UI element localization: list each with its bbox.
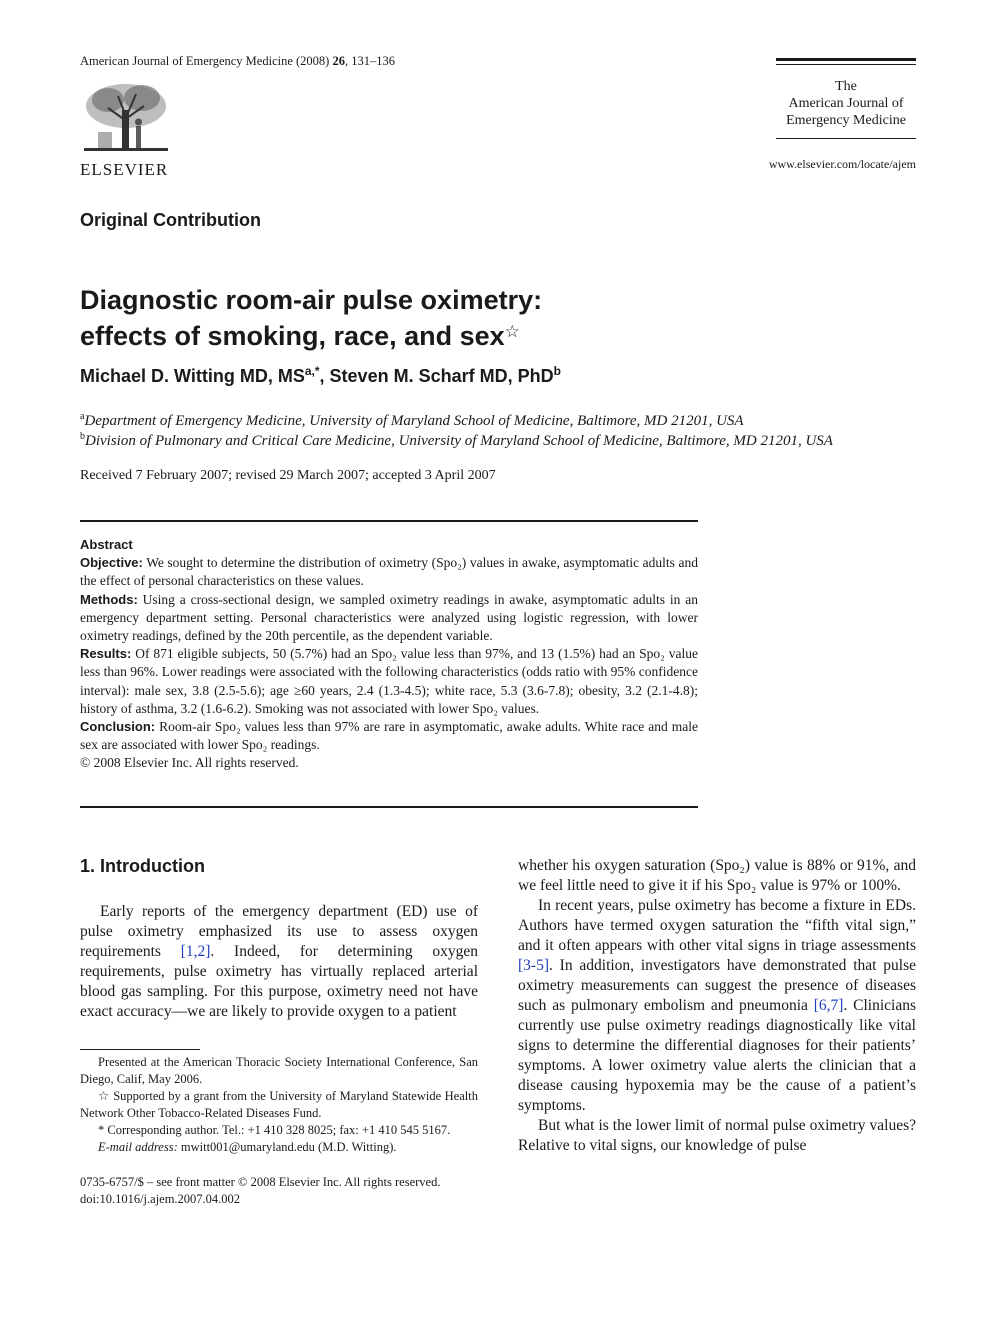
conclusion-label: Conclusion:	[80, 719, 156, 735]
author-list	[80, 364, 561, 387]
citation-link[interactable]: [1,2]	[180, 943, 211, 960]
title-line-2: effects of smoking, race, and sex☆	[80, 321, 520, 351]
results-text: Of 871 eligible subjects, 50 (5.7%) had an Spo₂ value less than 97%, and 13 (1.5%) had an Spo₂ value less than 96%. Lower readings were associated with the following characteristics (odds ratio with 95% confidence interval): male sex, 3.8 (2.5-5.6); age ≥60 years, 2.4 (1.3-4.5); white race, 5.3 (3.6-7.8); obesity, 3.2 (2.1-4.8); history of asthma, 3.2 (1.6-6.2). Smoking was not associated with lower Spo₂ values.	[80, 646, 699, 716]
email-label: E-mail address:	[98, 1140, 178, 1154]
paragraph: whether his oxygen saturation (Spo₂) value is 88% or 91%, and we feel little need to give it if his Spo₂ value is 97% or 100%.	[518, 857, 916, 894]
author-name: Michael D. Witting MD, MS	[80, 366, 305, 386]
affiliation-key: a	[80, 411, 85, 422]
objective-label: Objective:	[80, 555, 143, 571]
citation-link[interactable]: [3-5]	[518, 957, 549, 974]
right-column	[518, 856, 916, 1156]
footnote-support: ☆ Supported by a grant from the University of Maryland Statewide Health Network Other Tobacco-Related Diseases Fund.	[80, 1089, 479, 1120]
doi-line[interactable]: doi:10.1016/j.ajem.2007.04.002	[80, 1192, 241, 1206]
footnotes	[80, 1054, 478, 1156]
issn-line: 0735-6757/$ – see front matter © 2008 Elsevier Inc. All rights reserved.	[80, 1175, 441, 1189]
abstract-bottom-rule	[80, 806, 698, 808]
received-dates: Received 7 February 2007; revised 29 March 2007; accepted 3 April 2007	[80, 468, 496, 483]
journal-rule-bottom	[776, 138, 916, 139]
journal-name-line: The	[835, 79, 857, 94]
abstract-heading: Abstract	[80, 537, 133, 552]
footnote-rule	[80, 1049, 200, 1050]
paragraph: Early reports of the emergency department (ED) use of pulse oximetry emphasized its use to assess oxygen requirements [1,2]. Indeed, for determining oxygen requirements, pulse oximetry has virtually replaced arterial blood gas sampling. For this purpose, oximetry need not have exact accuracy—we are likely to provide oxygen to a patient	[80, 903, 478, 1020]
affiliation-text: Division of Pulmonary and Critical Care Medicine, University of Maryland School of Medicine, Baltimore, MD 21201, USA	[85, 433, 833, 449]
title-note-star[interactable]: ☆	[504, 322, 520, 341]
conclusion-text: Room-air Spo₂ values less than 97% are rare in asymptomatic, awake adults. White race and male sex are associated with lower Spo₂ readings.	[80, 719, 699, 753]
issn-doi	[80, 1174, 478, 1208]
objective-text: We sought to determine the distribution of oximetry (Spo₂) values in awake, asymptomatic adults and the effect of personal characteristics on these values.	[80, 555, 698, 589]
footnote-presented: Presented at the American Thoracic Society International Conference, San Diego, Calif, May 2006.	[80, 1055, 478, 1086]
footnote-corresponding: * Corresponding author. Tel.: +1 410 328 8025; fax: +1 410 545 5167.	[98, 1123, 451, 1137]
methods-label: Methods:	[80, 591, 138, 607]
citation-link[interactable]: [6,7]	[813, 997, 844, 1014]
journal-rule-top-thin	[776, 64, 916, 65]
journal-name	[760, 78, 932, 129]
methods-text: Using a cross-sectional design, we sampled oximetry readings in awake, asymptomatic adults in an emergency department setting. Personal characteristics were analyzed using logistic regression, with lower oximetry readings, defined by the 20th percentile, as the dependent variable.	[80, 591, 699, 644]
author-name: Steven M. Scharf MD, PhD	[329, 366, 554, 386]
affiliation	[80, 411, 744, 430]
author-affil-marker[interactable]: a,*	[304, 364, 320, 378]
email-address[interactable]: mwitt001@umaryland.edu (M.D. Witting).	[180, 1140, 397, 1154]
footnote-asterisk: *	[98, 1123, 105, 1137]
article-type: Original Contribution	[80, 210, 261, 230]
author-affil-marker[interactable]: b	[553, 364, 561, 378]
citation-volume: 26	[332, 54, 345, 68]
affiliation-text: Department of Emergency Medicine, University of Maryland School of Medicine, Baltimore, MD 21201, USA	[84, 413, 744, 429]
journal-citation	[80, 54, 395, 69]
paragraph: But what is the lower limit of normal pulse oximetry values? Relative to vital signs, our knowledge of pulse	[518, 1117, 916, 1154]
abstract-top-rule	[80, 520, 698, 522]
journal-url[interactable]: www.elsevier.com/locate/ajem	[768, 157, 916, 171]
publisher-name: ELSEVIER	[80, 160, 169, 179]
journal-name-line: Emergency Medicine	[786, 113, 906, 128]
left-column	[80, 902, 478, 1022]
footnote-email	[80, 1139, 478, 1156]
journal-name-line: American Journal of	[788, 96, 904, 111]
journal-rule-top	[776, 58, 916, 61]
abstract	[80, 536, 698, 773]
author-separator: ,	[319, 366, 330, 386]
affiliation-key: b	[80, 431, 85, 442]
footnote-star: ☆	[98, 1089, 110, 1103]
results-label: Results:	[80, 646, 132, 662]
article-title	[80, 282, 542, 354]
section-heading-introduction: 1. Introduction	[80, 856, 205, 876]
citation-pages: , 131–136	[344, 54, 395, 68]
paragraph: In recent years, pulse oximetry has become a fixture in EDs. Authors have termed oxygen saturation the “fifth vital sign,” and it often appears with other vital signs in triage assessments [3-5]. In addition, investigators have demonstrated that pulse oximetry measurements can suggest the presence of diseases such as pulmonary embolism and pneumonia [6,7]. Clinicians currently use pulse oximetry readings diagnostically like vital signs to determine the differential diagnoses for their patients’ symptoms. A lower oximetry value alerts the clinician that a disease causing hypoxemia may be the cause of a patient’s symptoms.	[518, 897, 916, 1114]
affiliation	[80, 431, 833, 450]
citation-journal: American Journal of Emergency Medicine (2008)	[80, 54, 330, 68]
copyright: © 2008 Elsevier Inc. All rights reserved.	[80, 755, 299, 771]
title-line-1: Diagnostic room-air pulse oximetry:	[80, 285, 543, 315]
